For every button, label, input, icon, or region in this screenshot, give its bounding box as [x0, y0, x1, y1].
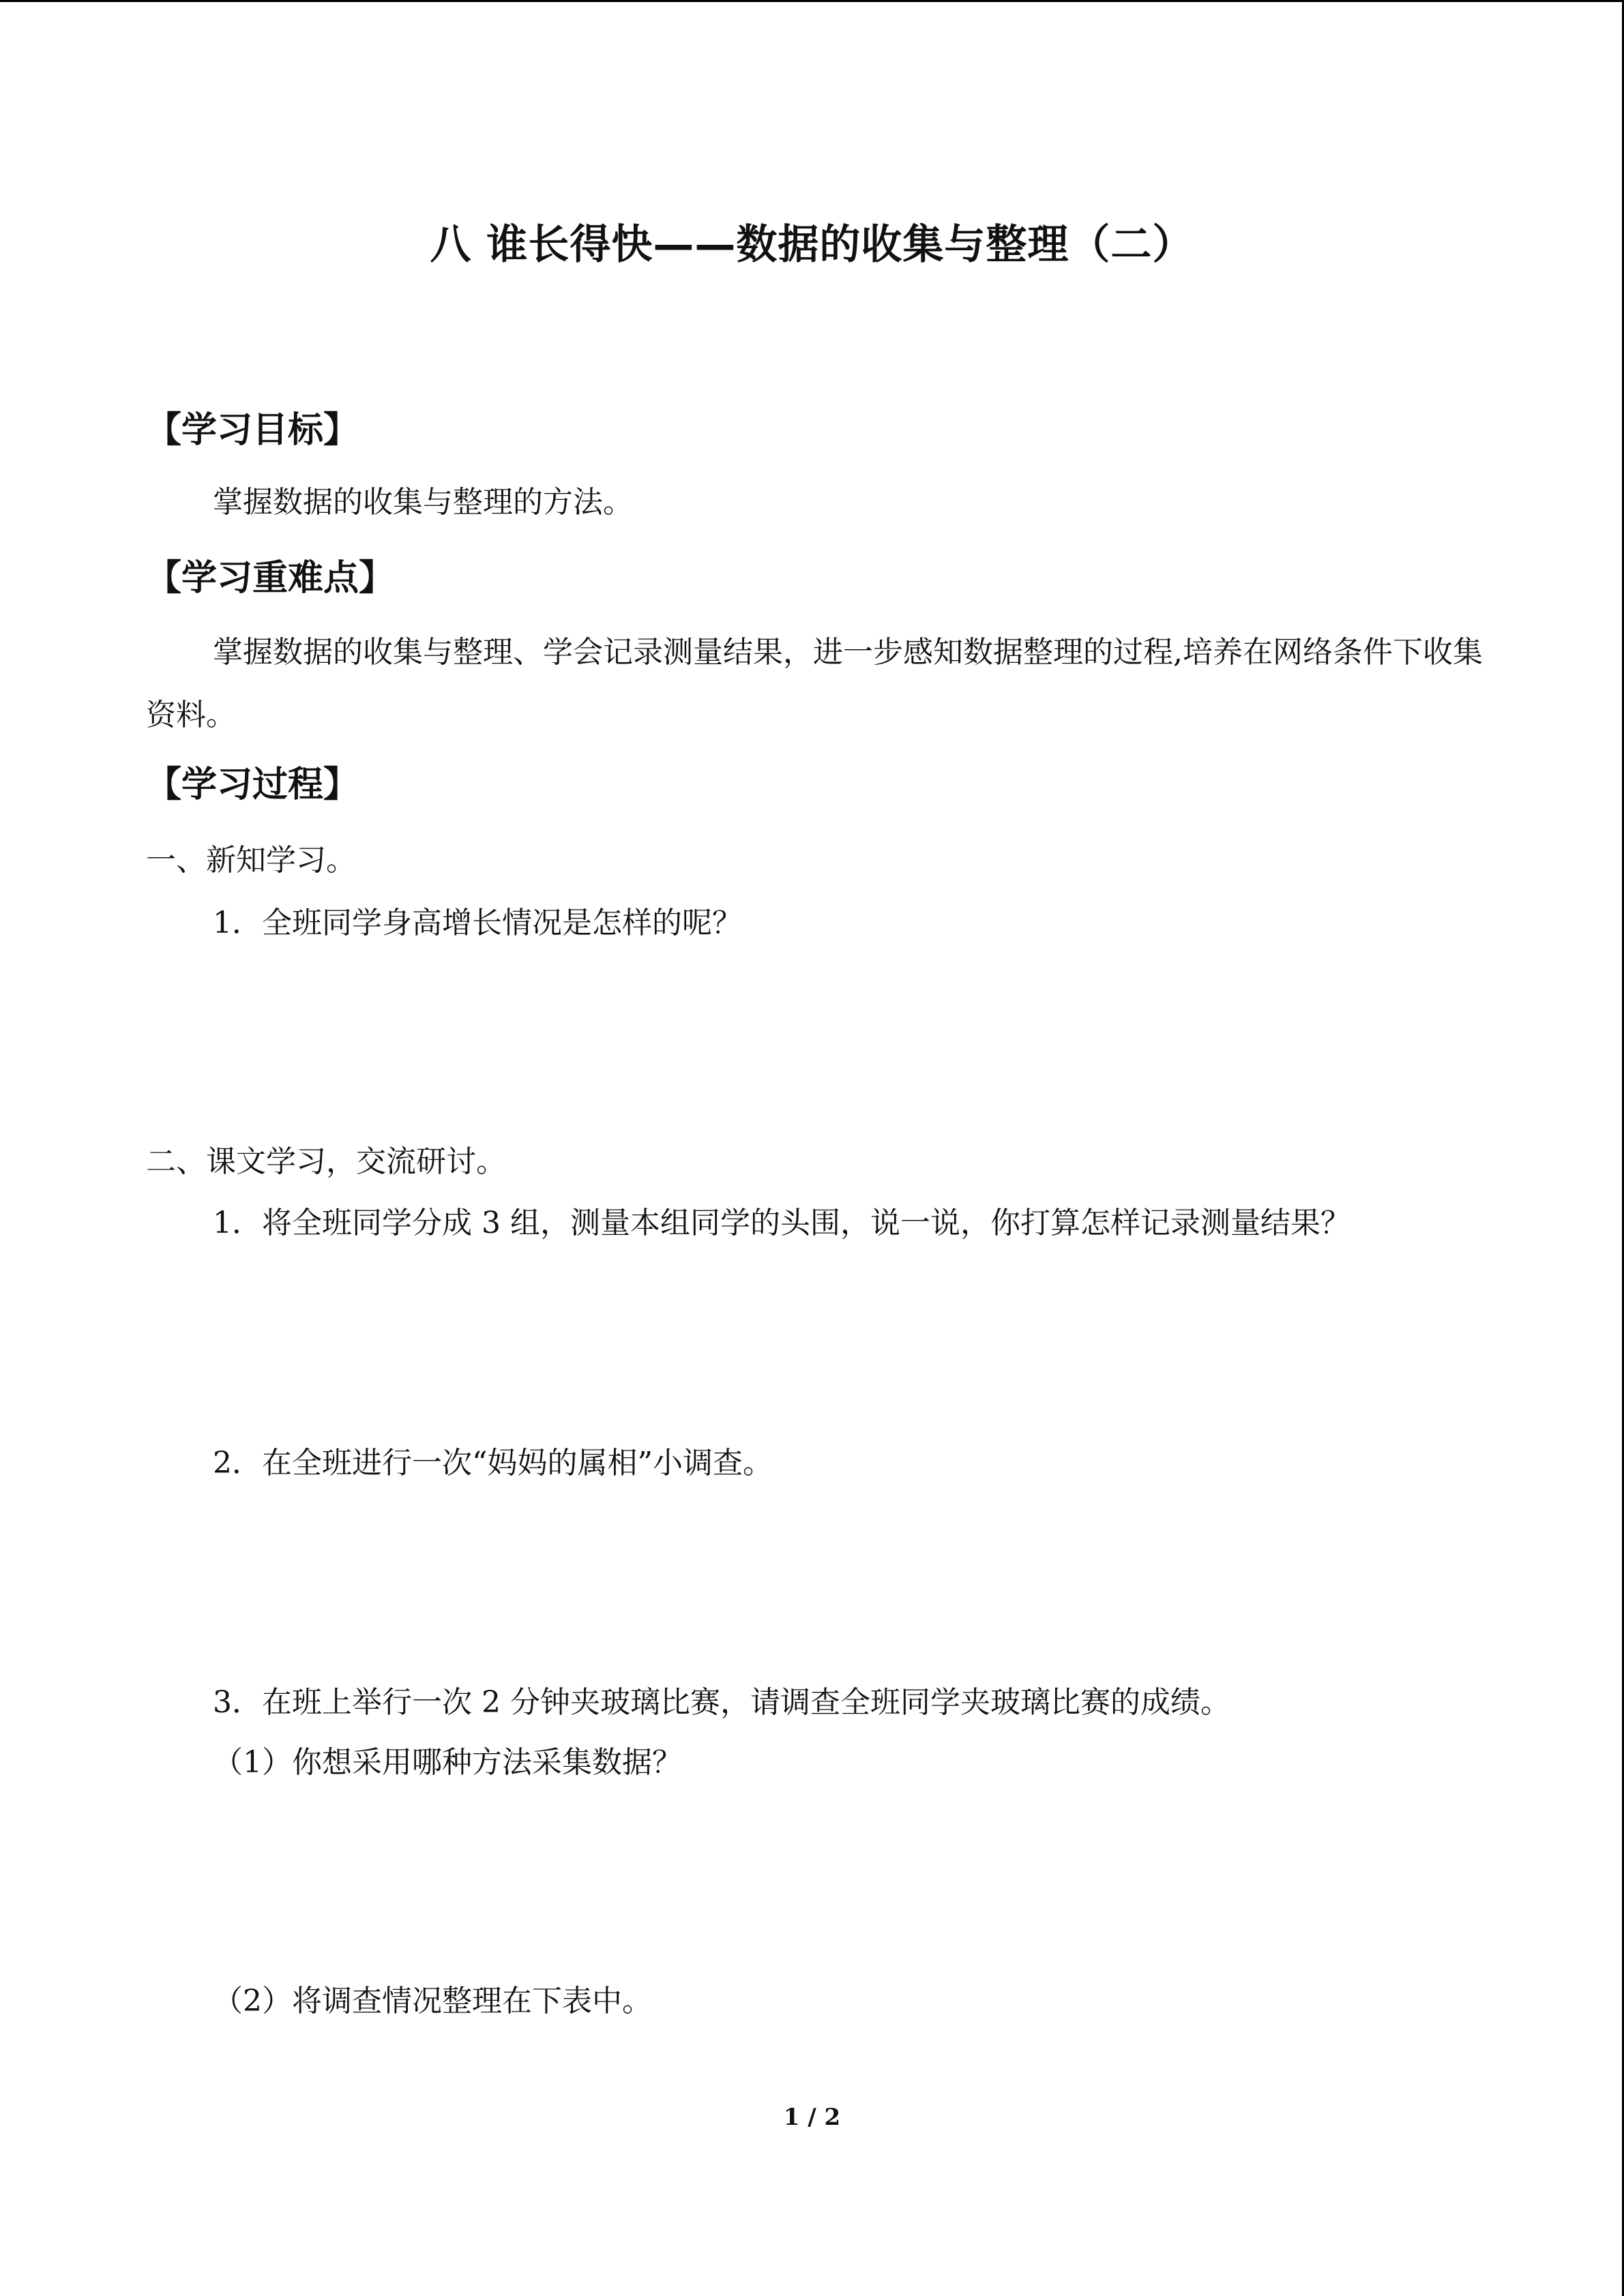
part1-heading: 一、新知学习。 — [146, 843, 356, 878]
page-title: 八 谁长得快——数据的收集与整理（二） — [430, 221, 1194, 269]
key-points-text-block — [146, 621, 1483, 747]
key-points-text: 掌握数据的收集与整理、学会记录测量结果，进一步感知数据整理的过程,培养在网络条件下收集资料。 — [146, 635, 1483, 732]
key-points-heading: 【学习重难点】 — [146, 558, 395, 599]
page-number: 1 / 2 — [783, 2104, 841, 2131]
part2-question-3-sub-2: （2）将调查情况整理在下表中。 — [213, 1984, 652, 2018]
part2-question-1: 1．将全班同学分成 3 组，测量本组同学的头围，说一说，你打算怎样记录测量结果？ — [213, 1206, 1350, 1240]
part2-question-3-sub-1: （1）你想采用哪种方法采集数据？ — [213, 1745, 682, 1780]
learning-goal-heading: 【学习目标】 — [146, 410, 359, 451]
learning-process-heading: 【学习过程】 — [146, 764, 359, 805]
learning-goal-text: 掌握数据的收集与整理的方法。 — [213, 485, 633, 520]
part2-heading: 二、课文学习，交流研讨。 — [146, 1144, 506, 1179]
part1-question-1: 1．全班同学身高增长情况是怎样的呢？ — [213, 906, 742, 940]
part2-question-2: 2．在全班进行一次“妈妈的属相”小调查。 — [213, 1446, 773, 1480]
part2-question-3: 3．在班上举行一次 2 分钟夹玻璃比赛，请调查全班同学夹玻璃比赛的成绩。 — [213, 1685, 1230, 1720]
